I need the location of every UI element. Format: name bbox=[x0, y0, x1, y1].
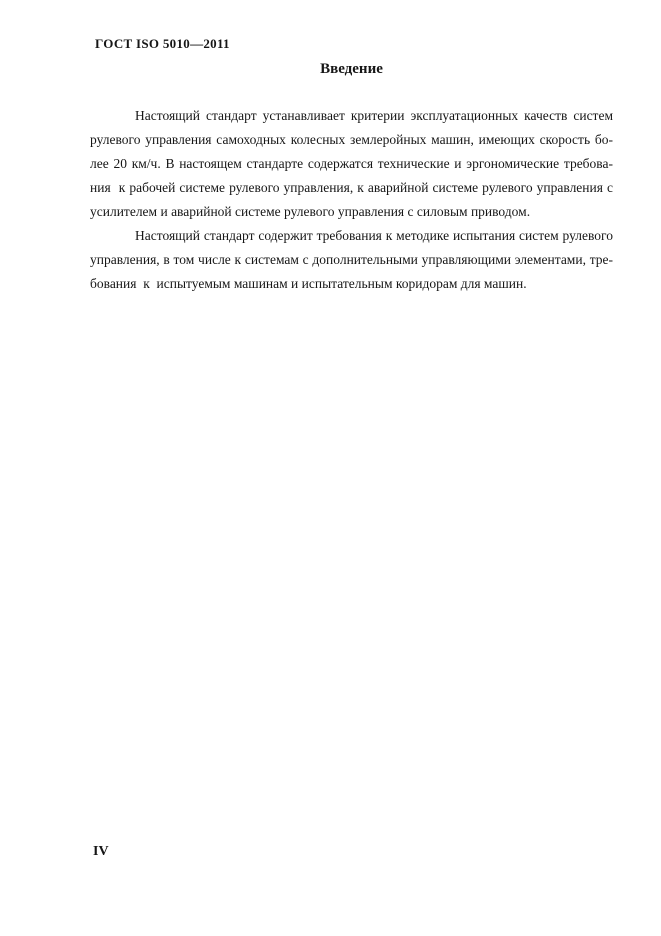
text-line: Настоящий стандарт устанавливает критерии эксплуатационных качеств систем bbox=[135, 108, 613, 123]
text-line: управления, в том числе к системам с дополнительными управляющими элементами, тре- bbox=[90, 252, 613, 267]
paragraph bbox=[90, 104, 613, 224]
document-body bbox=[90, 104, 613, 296]
text-line: лее 20 км/ч. В настоящем стандарте содержатся технические и эргономические требова- bbox=[90, 156, 613, 171]
text-line: ния к рабочей системе рулевого управления, к аварийной системе рулевого управления с bbox=[90, 180, 613, 195]
text-line: усилителем и аварийной системе рулевого управления с силовым приводом. bbox=[90, 204, 531, 219]
text-line: бования к испытуемым машинам и испытательным коридорам для машин. bbox=[90, 276, 527, 291]
section-title: Введение bbox=[320, 61, 383, 77]
paragraph bbox=[90, 224, 613, 296]
page-number: IV bbox=[93, 844, 109, 859]
text-line: Настоящий стандарт содержит требования к методике испытания систем рулевого bbox=[135, 228, 613, 243]
text-line: рулевого управления самоходных колесных землеройных машин, имеющих скорость бо- bbox=[90, 132, 613, 147]
running-header: ГОСТ ISO 5010—2011 bbox=[95, 36, 230, 51]
